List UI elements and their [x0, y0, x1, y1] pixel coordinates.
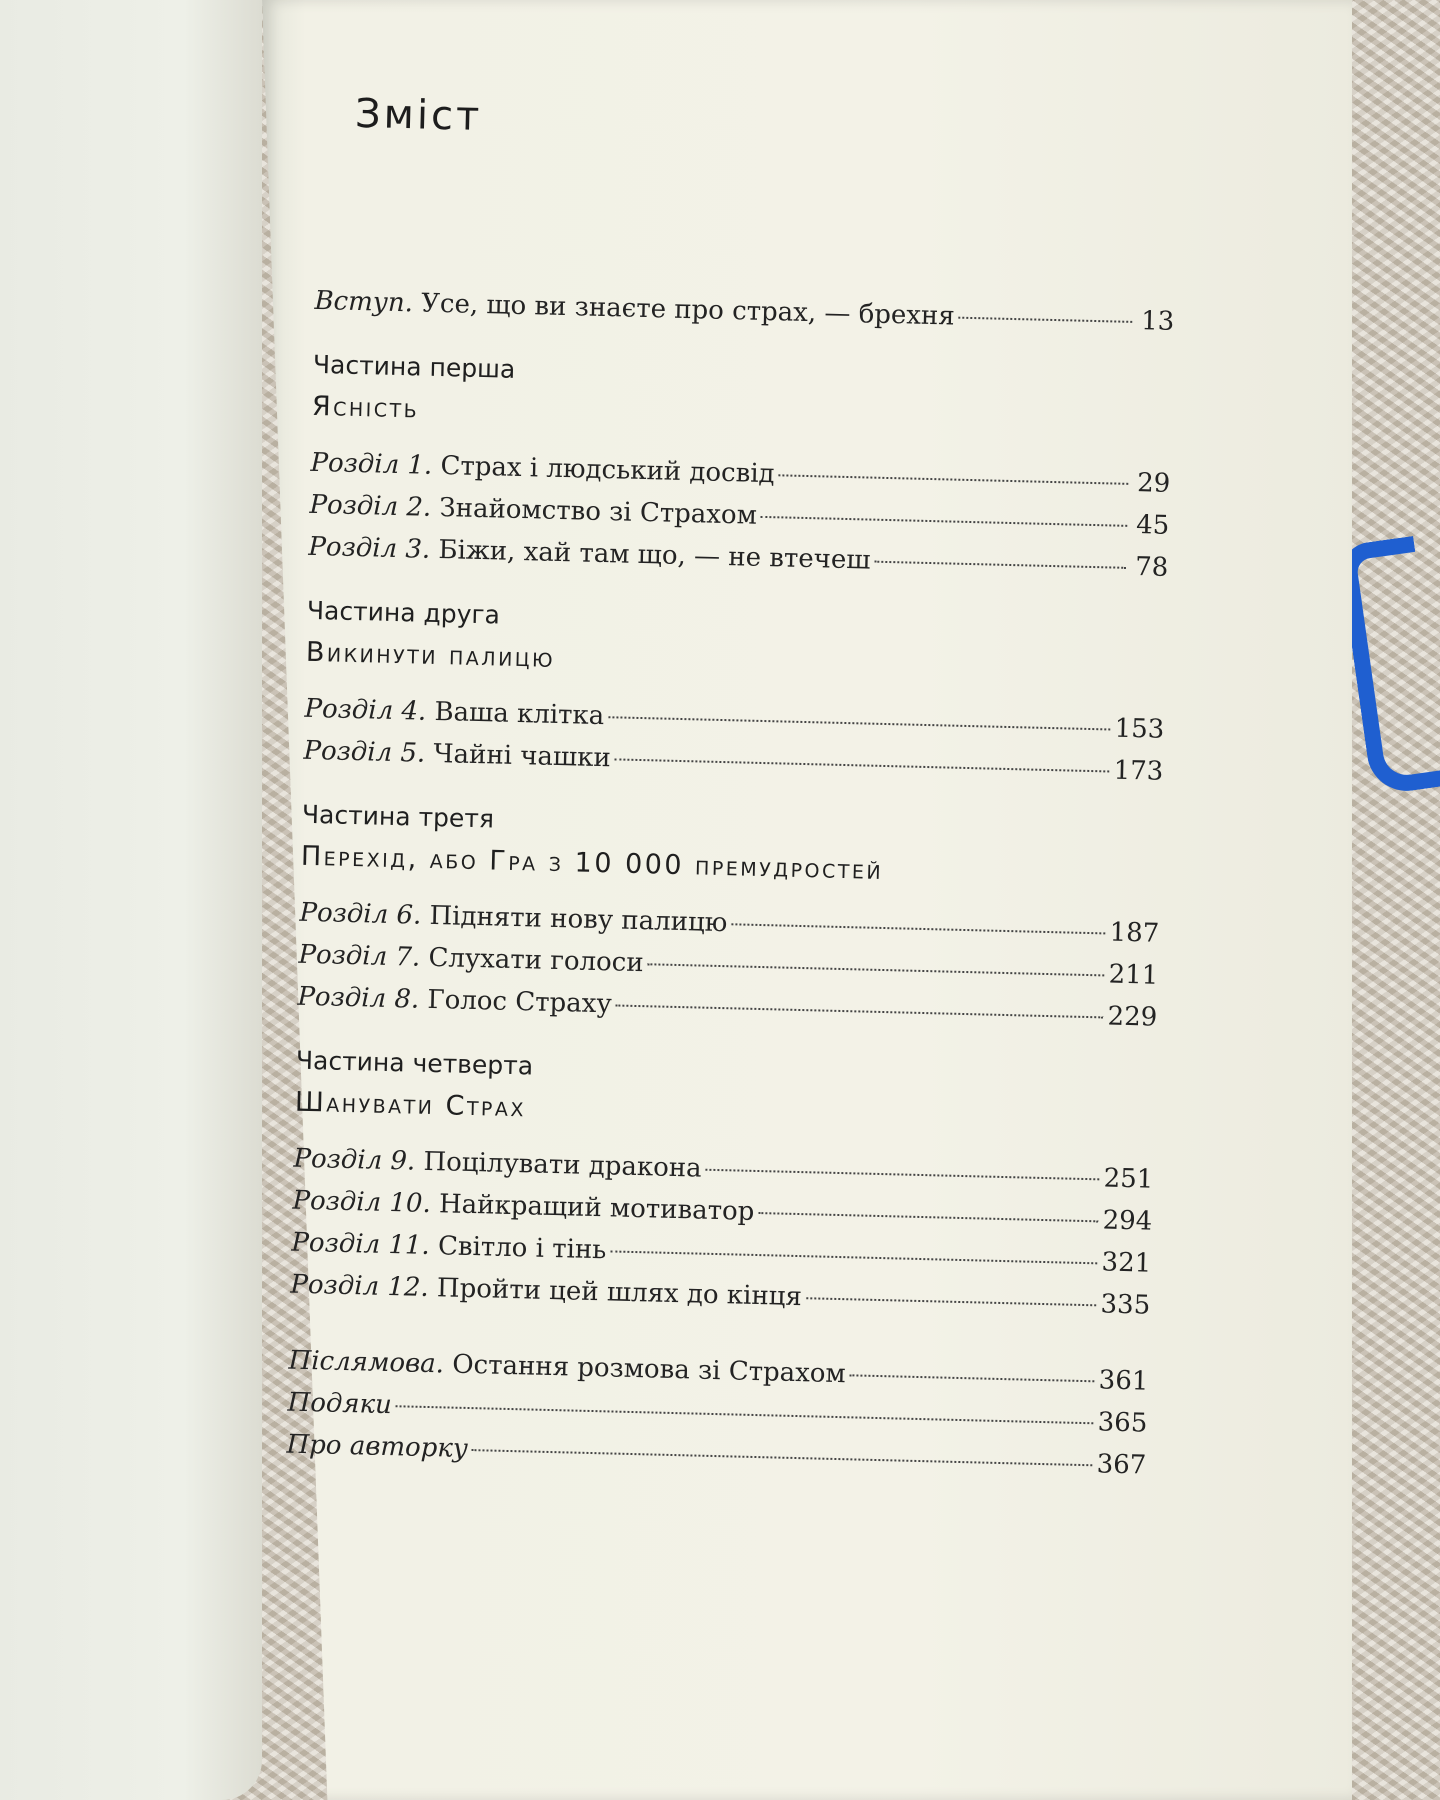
page-number: 45 — [1135, 510, 1170, 541]
entry-label — [287, 1382, 392, 1427]
entry-prefix: Розділ 9. — [293, 1143, 416, 1177]
dot-leader — [850, 1374, 1095, 1382]
dot-leader — [615, 758, 1110, 772]
page-number: 361 — [1098, 1365, 1149, 1397]
page-number: 173 — [1113, 755, 1164, 787]
page-number: 13 — [1140, 306, 1175, 337]
part-title: Перехід, або Гра з 10 000 премудростей — [300, 840, 884, 886]
entry-prefix: Розділ 5. — [303, 735, 426, 769]
toc-part — [297, 796, 1162, 1039]
page-number: 335 — [1100, 1289, 1151, 1321]
entry-prefix: Післямова. — [288, 1345, 445, 1380]
dot-leader — [610, 1250, 1097, 1264]
dot-leader — [758, 1212, 1098, 1222]
page-number: 187 — [1109, 917, 1160, 949]
entry-title: Поцілувати дракона — [414, 1146, 703, 1184]
toc-entry-intro — [314, 280, 1175, 343]
page-number: 321 — [1101, 1247, 1152, 1279]
entry-prefix: Вступ. — [314, 285, 414, 319]
toc-part — [303, 592, 1167, 793]
page-number: 294 — [1102, 1205, 1153, 1237]
entry-title: Остання розмова зі Страхом — [443, 1349, 847, 1390]
page-title: Зміст — [354, 90, 483, 140]
dot-leader — [396, 1405, 1094, 1424]
dot-leader — [616, 1004, 1104, 1018]
part-label: Частина перша — [312, 349, 516, 384]
entry-title: Голос Страху — [418, 984, 613, 1020]
entry-prefix: Розділ 2. — [309, 489, 432, 523]
entry-title: Слухати голоси — [419, 942, 645, 979]
entry-label — [286, 1424, 468, 1470]
parts-list — [290, 346, 1173, 1327]
part-title: Шанувати Страх — [294, 1086, 527, 1124]
page-number: 365 — [1097, 1407, 1148, 1439]
part-label: Частина четверта — [295, 1045, 534, 1081]
entry-title: Підняти нову палицю — [420, 900, 728, 939]
dot-leader — [761, 516, 1127, 527]
entry-prefix: Подяки — [287, 1387, 393, 1421]
entry-title: Страх і людський досвід — [431, 450, 775, 490]
dot-leader — [806, 1297, 1097, 1306]
dot-leader — [648, 963, 1105, 976]
dot-leader — [608, 716, 1110, 730]
entry-title: Чайні чашки — [424, 738, 612, 774]
table-of-contents — [286, 280, 1175, 1487]
entry-prefix: Розділ 11. — [291, 1227, 431, 1262]
dot-leader — [779, 474, 1129, 485]
entry-label — [297, 976, 612, 1026]
part-title: Викинути палицю — [305, 636, 556, 674]
entry-label — [304, 688, 605, 737]
entry-label — [303, 730, 611, 779]
entry-prefix: Розділ 10. — [292, 1185, 432, 1220]
part-title: Ясність — [311, 390, 420, 425]
page-number: 251 — [1103, 1163, 1154, 1195]
entry-title: Найкращий мотиватор — [430, 1189, 755, 1227]
entry-prefix: Розділ 3. — [308, 531, 431, 565]
toc-part — [290, 1042, 1156, 1327]
entry-title: Біжи, хай там що, — не втечеш — [429, 534, 871, 576]
dot-leader — [874, 561, 1126, 569]
toc-part — [308, 346, 1173, 589]
entry-title: Пройти цей шлях до кінця — [428, 1273, 803, 1313]
entry-prefix: Розділ 4. — [304, 693, 427, 727]
dot-leader — [731, 923, 1105, 934]
entry-prefix: Розділ 7. — [298, 939, 421, 973]
entry-prefix: Про авторку — [286, 1429, 469, 1465]
entry-prefix: Розділ 8. — [297, 981, 420, 1015]
entry-prefix: Розділ 6. — [299, 897, 422, 931]
entry-title: Світло і тінь — [429, 1231, 607, 1266]
page-number: 211 — [1108, 959, 1159, 991]
part-label: Частина третя — [301, 799, 495, 834]
entry-title: Знайомство зі Страхом — [430, 492, 758, 531]
entry-title: Ваша клітка — [425, 696, 605, 732]
entry-title: Усе, що ви знаєте про страх, — брехня — [412, 288, 956, 332]
page-number: 153 — [1114, 713, 1165, 745]
dot-leader — [706, 1169, 1100, 1181]
dot-leader — [472, 1449, 1093, 1466]
dot-leader — [959, 317, 1133, 323]
entry-prefix: Розділ 12. — [290, 1269, 430, 1303]
part-label: Частина друга — [306, 595, 501, 630]
entry-prefix: Розділ 1. — [310, 447, 433, 481]
entry-label — [314, 280, 955, 338]
page-number: 78 — [1134, 552, 1169, 583]
page-number: 29 — [1136, 468, 1171, 499]
page-number: 367 — [1096, 1449, 1147, 1481]
back-matter-list — [286, 1340, 1149, 1487]
page-number: 229 — [1107, 1001, 1158, 1033]
